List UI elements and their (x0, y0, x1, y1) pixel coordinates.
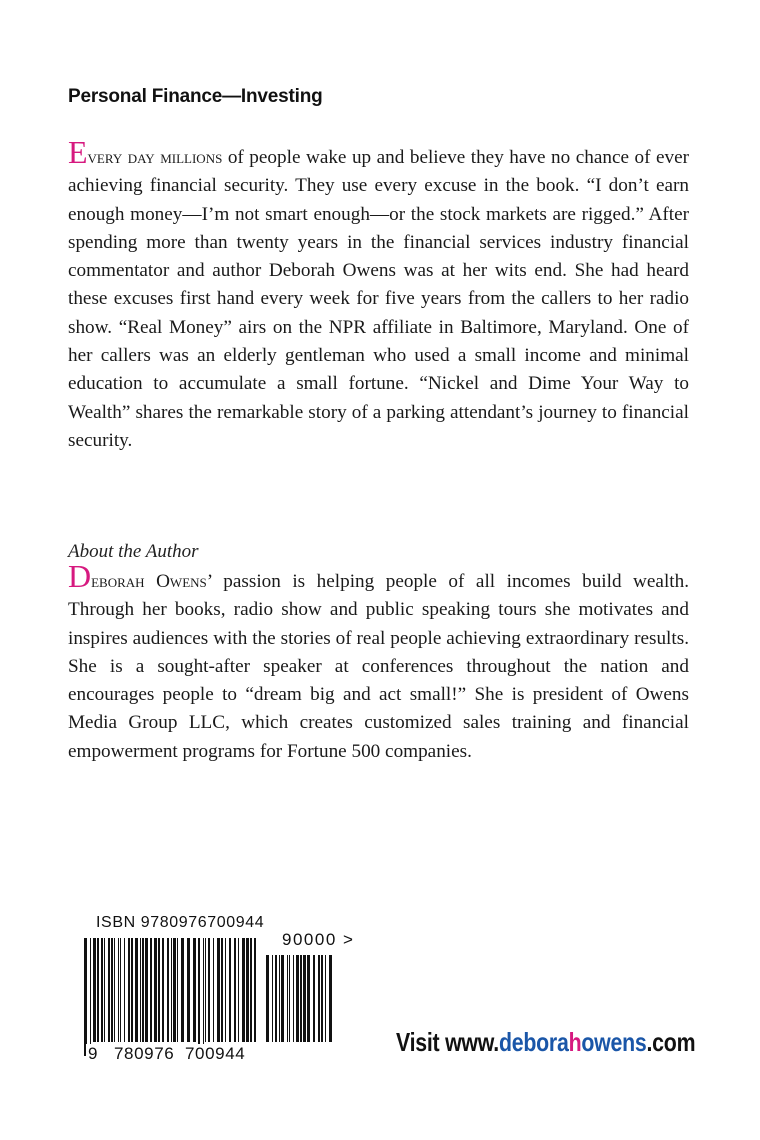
smallcaps-lead: very day millions (87, 147, 223, 168)
barcode-bar (171, 938, 172, 1042)
barcode-bar (250, 938, 252, 1042)
barcode-bar (145, 938, 148, 1042)
barcode-bar (108, 938, 110, 1042)
barcode-bar (266, 955, 269, 1042)
addon-barcode (266, 955, 332, 1056)
website-part-3: owens (581, 1027, 647, 1057)
barcode-bar (281, 955, 284, 1042)
barcode-bar (118, 938, 119, 1042)
barcode-bar (279, 955, 280, 1042)
barcode-bar (124, 938, 125, 1042)
barcode-bar (142, 938, 144, 1042)
isbn-label: ISBN 9780976700944 (96, 914, 265, 931)
dropcap: D (68, 558, 92, 594)
barcode-bar (135, 938, 138, 1042)
barcode-bar (254, 938, 256, 1042)
dropcap: E (68, 134, 88, 170)
barcode-bar (162, 938, 164, 1042)
about-author-paragraph (68, 558, 690, 766)
barcode-bar (173, 938, 176, 1042)
barcode-bar (208, 938, 210, 1042)
barcode-bar (114, 938, 115, 1042)
barcode-bar (313, 955, 315, 1042)
barcode-bar (198, 938, 200, 1056)
barcode-bar (193, 938, 196, 1042)
barcode-bar (307, 955, 310, 1042)
barcode-bar (275, 955, 277, 1042)
barcode-bar (93, 938, 96, 1042)
website-suffix: .com (646, 1027, 696, 1057)
barcode-bar (128, 938, 130, 1042)
website-part-1: debora (498, 1027, 569, 1057)
barcode-bar (287, 955, 288, 1042)
barcode-bar (303, 955, 306, 1042)
barcode-bar (111, 938, 113, 1042)
barcode-bar (246, 938, 249, 1042)
barcode-bar (120, 938, 121, 1042)
barcode-bar (167, 938, 169, 1042)
barcode-bar (321, 955, 323, 1042)
barcode-bar (325, 955, 326, 1042)
barcode-bar (293, 955, 294, 1042)
barcode-bar (221, 938, 223, 1042)
website-link[interactable] (396, 1027, 695, 1058)
barcode-bar (131, 938, 133, 1042)
barcode-digits-right: 700944 (185, 1044, 246, 1063)
barcode-bar (225, 938, 226, 1042)
barcode-bar (104, 938, 105, 1042)
barcode-bar (158, 938, 160, 1042)
description-paragraph (68, 134, 689, 455)
website-part-2: h (568, 1027, 582, 1057)
website-prefix: Visit www. (396, 1027, 499, 1057)
smallcaps-lead: eborah Owens (91, 571, 207, 592)
barcode-bar (296, 955, 299, 1042)
category-heading: Personal Finance—Investing (68, 86, 323, 107)
about-author-title: About the Author (68, 541, 199, 562)
barcode-bar (154, 938, 157, 1042)
isbn-barcode (84, 938, 260, 1056)
barcode-bar (90, 938, 91, 1056)
barcode-bar (187, 938, 190, 1042)
description-body: of people wake up and believe they have no chance of ever achieving financial security. They use every excuse in the book. “I don’t earn enough money—I’m not smart enough—or the stock markets are rigged.” After spending more than twenty years in the financial services industry financial commentator and author Deborah Owens was at her wits end. She had heard these excuses first hand every week for five years from the callers to her radio show. “Real Money” airs on the NPR affiliate in Baltimore, Maryland. One of her callers was an elderly gentleman who used a small income and minimal education to accumulate a small fortune. “Nickel and Dime Your Way to Wealth” shares the remarkable story of a parking attendant’s journey to financial security. (68, 147, 689, 451)
barcode-bar (318, 955, 320, 1042)
barcode-bar (329, 955, 332, 1042)
barcode-bar (150, 938, 152, 1042)
barcode-bar (140, 938, 141, 1042)
barcode-bar (177, 938, 178, 1042)
barcode-first-digit: 9 (88, 1044, 98, 1063)
barcode-bar (272, 955, 273, 1042)
barcode-bar (289, 955, 290, 1042)
barcode-bar (101, 938, 103, 1042)
barcode-bar (238, 938, 239, 1042)
barcode-bar (203, 938, 204, 1056)
barcode-bar (97, 938, 99, 1042)
barcode-bar (181, 938, 184, 1042)
barcode-bar (229, 938, 231, 1042)
barcode-digits-left: 780976 (114, 1044, 175, 1063)
barcode-bar (213, 938, 214, 1042)
barcode-bar (217, 938, 220, 1042)
about-body: ’ passion is helping people of all incomes build wealth. Through her books, radio show and public speaking tours she motivates and inspires audiences with the stories of real people achieving extraordinary results. She is a sought-after speaker at conferences throughout the nation and encourages people to “dream big and act small!” She is president of Owens Media Group LLC, which creates customized sales training and financial empowerment programs for Fortune 500 companies. (68, 571, 690, 762)
barcode-bar (84, 938, 87, 1056)
price-code: 90000 > (282, 930, 355, 949)
barcode-bar (242, 938, 245, 1042)
barcode-bar (300, 955, 302, 1042)
barcode-bar (205, 938, 206, 1042)
barcode-bar (234, 938, 236, 1042)
